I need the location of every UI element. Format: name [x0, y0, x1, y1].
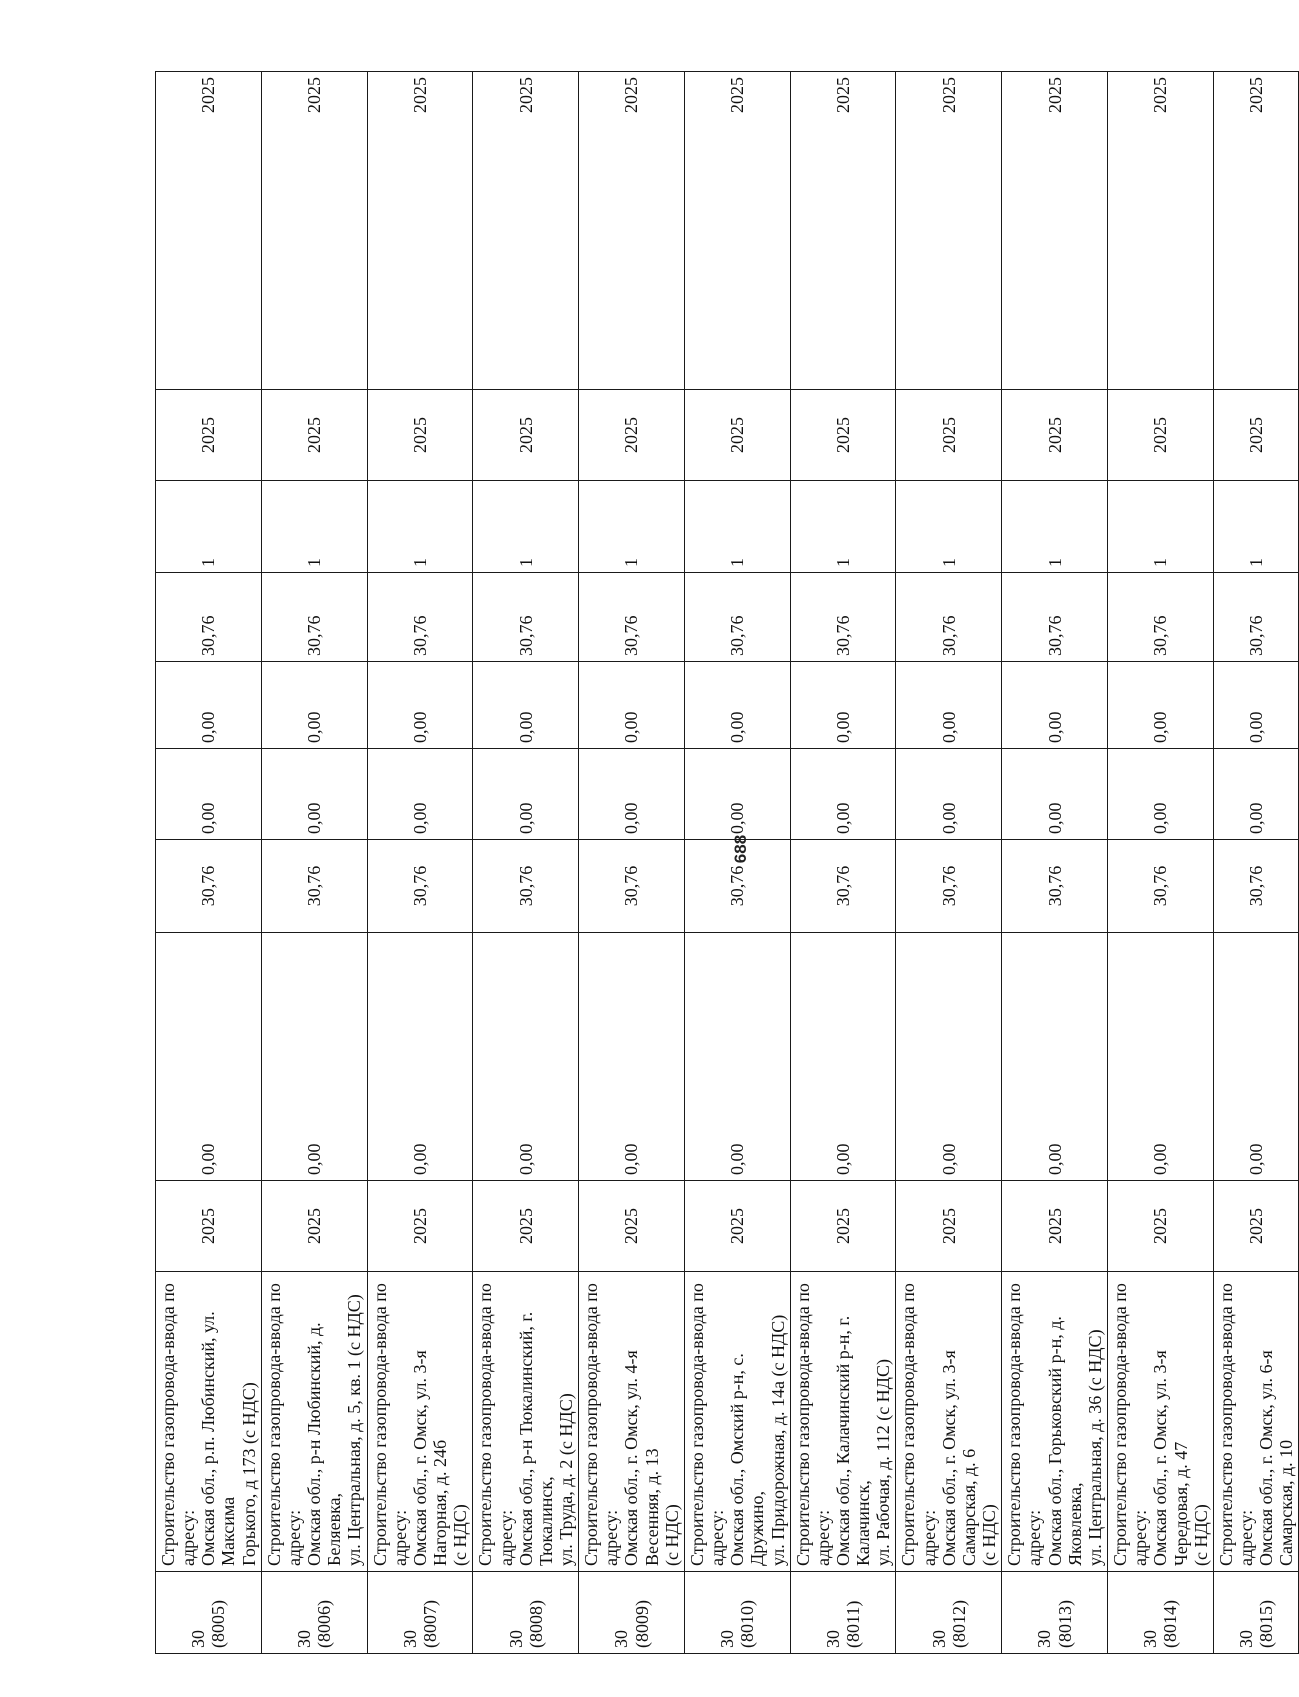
row-code: (8009)	[631, 1600, 652, 1648]
value-cell-c8: 2025	[1108, 390, 1214, 481]
description-line: Омская обл., г. Омск, ул. 3-я Самарская, д. 6	[938, 1350, 979, 1566]
value-cell-c1: 2025	[790, 1181, 896, 1272]
value-cell-c4: 0,00	[1108, 749, 1214, 840]
value-cell-c6: 30,76	[1002, 573, 1108, 662]
value-cell-c2: 0,00	[684, 933, 790, 1181]
value-cell-c4: 0,00	[156, 749, 262, 840]
value-cell-c1: 2025	[367, 1181, 473, 1272]
value-cell-c6: 30,76	[790, 573, 896, 662]
description-line: Строительство газопровода-ввода по адресу:	[369, 1283, 410, 1566]
value-cell-c9: 2025	[367, 72, 473, 390]
value-cell-c9: 2025	[1002, 72, 1108, 390]
table-row	[684, 72, 790, 1654]
value-cell-c3: 30,76	[1002, 840, 1108, 933]
description-cell	[1108, 1272, 1214, 1572]
value-cell-c8: 2025	[367, 390, 473, 481]
value-cell-c2: 0,00	[790, 933, 896, 1181]
description-line: Горького, д 173 (с НДС)	[238, 1382, 259, 1566]
value-cell-c9: 2025	[261, 72, 367, 390]
row-code: (8008)	[525, 1600, 546, 1648]
value-cell-c7: 1	[1002, 481, 1108, 573]
description-line: ул. Центральная, д. 5, кв. 1 (с НДС)	[344, 1294, 365, 1566]
value-cell-c2: 0,00	[1108, 933, 1214, 1181]
table-row	[367, 72, 473, 1654]
value-cell-c5: 0,00	[684, 662, 790, 749]
value-cell-c5: 0,00	[473, 662, 579, 749]
value-cell-c5: 0,00	[579, 662, 685, 749]
row-number-cell	[261, 1572, 367, 1654]
table-row	[579, 72, 685, 1654]
value-cell-c3: 30,76	[1213, 840, 1299, 933]
row-code: (8007)	[419, 1600, 440, 1648]
description-line: Строительство газопровода-ввода по адресу:	[263, 1283, 304, 1566]
description-line: Строительство газопровода-ввода по адресу:	[475, 1283, 516, 1566]
value-cell-c5: 0,00	[790, 662, 896, 749]
value-cell-c5: 0,00	[1213, 662, 1299, 749]
table-row	[473, 72, 579, 1654]
value-cell-c9: 2025	[473, 72, 579, 390]
description-cell	[896, 1272, 1002, 1572]
description-cell	[579, 1272, 685, 1572]
row-number-cell	[1213, 1572, 1299, 1654]
table-row	[1213, 72, 1299, 1654]
value-cell-c1: 2025	[579, 1181, 685, 1272]
value-cell-c6: 30,76	[261, 573, 367, 662]
description-cell	[156, 1272, 262, 1572]
value-cell-c7: 1	[156, 481, 262, 573]
value-cell-c2: 0,00	[896, 933, 1002, 1181]
description-cell	[1002, 1272, 1108, 1572]
value-cell-c9: 2025	[1108, 72, 1214, 390]
description-line: (с НДС)	[661, 1504, 682, 1566]
value-cell-c6: 30,76	[896, 573, 1002, 662]
value-cell-c9: 2025	[790, 72, 896, 390]
investment-program-table	[155, 71, 1299, 1654]
value-cell-c8: 2025	[261, 390, 367, 481]
value-cell-c5: 0,00	[1002, 662, 1108, 749]
value-cell-c3: 30,76	[473, 840, 579, 933]
description-line: Омская обл., р-н Любинский, д. Беляевка,	[304, 1322, 345, 1566]
description-line: ул. Центральная, д. 36 (с НДС)	[1084, 1329, 1105, 1566]
value-cell-c7: 1	[367, 481, 473, 573]
description-line: Омская обл., г. Омск, ул. 3-я Нагорная, д. 24б	[409, 1350, 451, 1566]
description-cell	[261, 1272, 367, 1572]
value-cell-c4: 0,00	[896, 749, 1002, 840]
value-cell-c8: 2025	[156, 390, 262, 481]
rotated-table-frame	[155, 72, 1297, 1654]
value-cell-c1: 2025	[896, 1181, 1002, 1272]
value-cell-c9: 2025	[1213, 72, 1299, 390]
value-cell-c4: 0,00	[1213, 749, 1299, 840]
value-cell-c1: 2025	[1108, 1181, 1214, 1272]
table-body	[156, 72, 1299, 1654]
description-line: (с НДС)	[450, 1504, 471, 1566]
row-code: (8010)	[737, 1600, 758, 1648]
row-number-cell	[579, 1572, 685, 1654]
value-cell-c3: 30,76	[790, 840, 896, 933]
value-cell-c7: 1	[1213, 481, 1299, 573]
row-number: 30	[1034, 1630, 1055, 1648]
row-number: 30	[611, 1630, 632, 1648]
value-cell-c6: 30,76	[367, 573, 473, 662]
row-number-cell	[896, 1572, 1002, 1654]
value-cell-c3: 30,76	[684, 840, 790, 933]
description-cell	[790, 1272, 896, 1572]
value-cell-c4: 0,00	[684, 749, 790, 840]
value-cell-c8: 2025	[790, 390, 896, 481]
table-row	[1108, 72, 1214, 1654]
row-code: (8006)	[314, 1600, 335, 1648]
description-line: Омская обл., г. Омск, ул. 3-я Чередовая, д. 47	[1150, 1350, 1191, 1566]
value-cell-c3: 30,76	[1108, 840, 1214, 933]
value-cell-c1: 2025	[156, 1181, 262, 1272]
description-line: Строительство газопровода-ввода по адресу:	[158, 1283, 199, 1566]
row-code: (8012)	[948, 1600, 969, 1648]
value-cell-c1: 2025	[473, 1181, 579, 1272]
value-cell-c9: 2025	[579, 72, 685, 390]
row-number: 30	[717, 1630, 738, 1648]
table-row	[896, 72, 1002, 1654]
row-number: 30	[928, 1630, 949, 1648]
row-number-cell	[684, 1572, 790, 1654]
value-cell-c5: 0,00	[156, 662, 262, 749]
row-code: (8013)	[1054, 1600, 1075, 1648]
row-number-cell	[156, 1572, 262, 1654]
row-number-cell	[1002, 1572, 1108, 1654]
value-cell-c4: 0,00	[261, 749, 367, 840]
description-line: Омская обл., г. Омск, ул. 6-я Самарская, д. 10	[1256, 1350, 1297, 1566]
value-cell-c6: 30,76	[579, 573, 685, 662]
value-cell-c4: 0,00	[579, 749, 685, 840]
row-number-cell	[790, 1572, 896, 1654]
page-number: 688	[731, 834, 750, 864]
description-cell	[684, 1272, 790, 1572]
row-number-cell	[367, 1572, 473, 1654]
description-line: Строительство газопровода-ввода по адресу:	[1215, 1283, 1256, 1566]
description-line: ул. Придорожная, д. 14а (с НДС)	[767, 1314, 788, 1566]
value-cell-c8: 2025	[1002, 390, 1108, 481]
value-cell-c9: 2025	[896, 72, 1002, 390]
value-cell-c7: 1	[473, 481, 579, 573]
row-number: 30	[1235, 1630, 1256, 1648]
value-cell-c6: 30,76	[1108, 573, 1214, 662]
description-line: Строительство газопровода-ввода по адресу:	[1110, 1283, 1151, 1566]
rotated-table-inner	[155, 72, 1297, 1654]
description-cell	[473, 1272, 579, 1572]
description-line: ул. Труда, д. 2 (с НДС)	[555, 1393, 576, 1566]
value-cell-c3: 30,76	[156, 840, 262, 933]
value-cell-c4: 0,00	[367, 749, 473, 840]
description-cell	[367, 1272, 473, 1572]
row-number: 30	[822, 1630, 843, 1648]
row-code: (8005)	[208, 1600, 229, 1648]
value-cell-c8: 2025	[896, 390, 1002, 481]
description-line: Омская обл., Горьковский р-н, д. Яковлевка,	[1044, 1316, 1085, 1566]
value-cell-c2: 0,00	[1213, 933, 1299, 1181]
value-cell-c4: 0,00	[1002, 749, 1108, 840]
table-row	[1002, 72, 1108, 1654]
row-number: 30	[505, 1630, 526, 1648]
value-cell-c2: 0,00	[579, 933, 685, 1181]
table-row	[261, 72, 367, 1654]
description-line: ул. Рабочая, д. 112 (с НДС)	[873, 1359, 894, 1566]
value-cell-c2: 0,00	[473, 933, 579, 1181]
value-cell-c3: 30,76	[261, 840, 367, 933]
table-row	[156, 72, 262, 1654]
value-cell-c9: 2025	[684, 72, 790, 390]
value-cell-c3: 30,76	[579, 840, 685, 933]
value-cell-c5: 0,00	[367, 662, 473, 749]
table-row	[790, 72, 896, 1654]
row-number: 30	[188, 1630, 209, 1648]
value-cell-c6: 30,76	[156, 573, 262, 662]
value-cell-c2: 0,00	[367, 933, 473, 1181]
row-code: (8014)	[1160, 1600, 1181, 1648]
row-number-cell	[473, 1572, 579, 1654]
value-cell-c5: 0,00	[896, 662, 1002, 749]
value-cell-c7: 1	[896, 481, 1002, 573]
value-cell-c4: 0,00	[790, 749, 896, 840]
description-cell	[1213, 1272, 1299, 1572]
value-cell-c1: 2025	[261, 1181, 367, 1272]
description-line: Омская обл., г. Омск, ул. 4-я Весенняя, д. 13	[621, 1350, 662, 1566]
description-line: (с НДС)	[1190, 1504, 1211, 1566]
row-number: 30	[1140, 1630, 1161, 1648]
value-cell-c6: 30,76	[473, 573, 579, 662]
value-cell-c2: 0,00	[261, 933, 367, 1181]
value-cell-c7: 1	[579, 481, 685, 573]
description-line: Омская обл., Калачинский р-н, г. Калачинск,	[833, 1315, 874, 1566]
row-code: (8011)	[843, 1600, 864, 1648]
description-line: Строительство газопровода-ввода по адресу:	[686, 1283, 728, 1566]
value-cell-c9: 2025	[156, 72, 262, 390]
value-cell-c1: 2025	[1213, 1181, 1299, 1272]
description-line: Строительство газопровода-ввода по адресу:	[581, 1283, 622, 1566]
description-line: (с НДС)	[979, 1504, 1000, 1566]
value-cell-c1: 2025	[1002, 1181, 1108, 1272]
value-cell-c3: 30,76	[896, 840, 1002, 933]
value-cell-c7: 1	[684, 481, 790, 573]
value-cell-c2: 0,00	[1002, 933, 1108, 1181]
description-line: Омская обл., р-н Тюкалинский, г. Тюкалинск,	[515, 1311, 556, 1566]
value-cell-c8: 2025	[473, 390, 579, 481]
value-cell-c6: 30,76	[684, 573, 790, 662]
description-line: Строительство газопровода-ввода по адресу:	[898, 1283, 939, 1566]
value-cell-c7: 1	[790, 481, 896, 573]
value-cell-c4: 0,00	[473, 749, 579, 840]
value-cell-c1: 2025	[684, 1181, 790, 1272]
row-number-cell	[1108, 1572, 1214, 1654]
row-number: 30	[399, 1630, 420, 1648]
value-cell-c3: 30,76	[367, 840, 473, 933]
description-line: Строительство газопровода-ввода по адресу:	[792, 1283, 833, 1566]
value-cell-c5: 0,00	[1108, 662, 1214, 749]
value-cell-c7: 1	[1108, 481, 1214, 573]
row-code: (8015)	[1256, 1600, 1277, 1648]
value-cell-c8: 2025	[1213, 390, 1299, 481]
value-cell-c6: 30,76	[1213, 573, 1299, 662]
row-number: 30	[294, 1630, 315, 1648]
value-cell-c8: 2025	[684, 390, 790, 481]
value-cell-c2: 0,00	[156, 933, 262, 1181]
value-cell-c5: 0,00	[261, 662, 367, 749]
description-line: Омская обл., р.п. Любинский, ул. Максима	[198, 1311, 239, 1566]
description-line: Омская обл., Омский р-н, с. Дружино,	[727, 1353, 768, 1566]
value-cell-c8: 2025	[579, 390, 685, 481]
description-line: Строительство газопровода-ввода по адресу:	[1004, 1283, 1045, 1566]
value-cell-c7: 1	[261, 481, 367, 573]
